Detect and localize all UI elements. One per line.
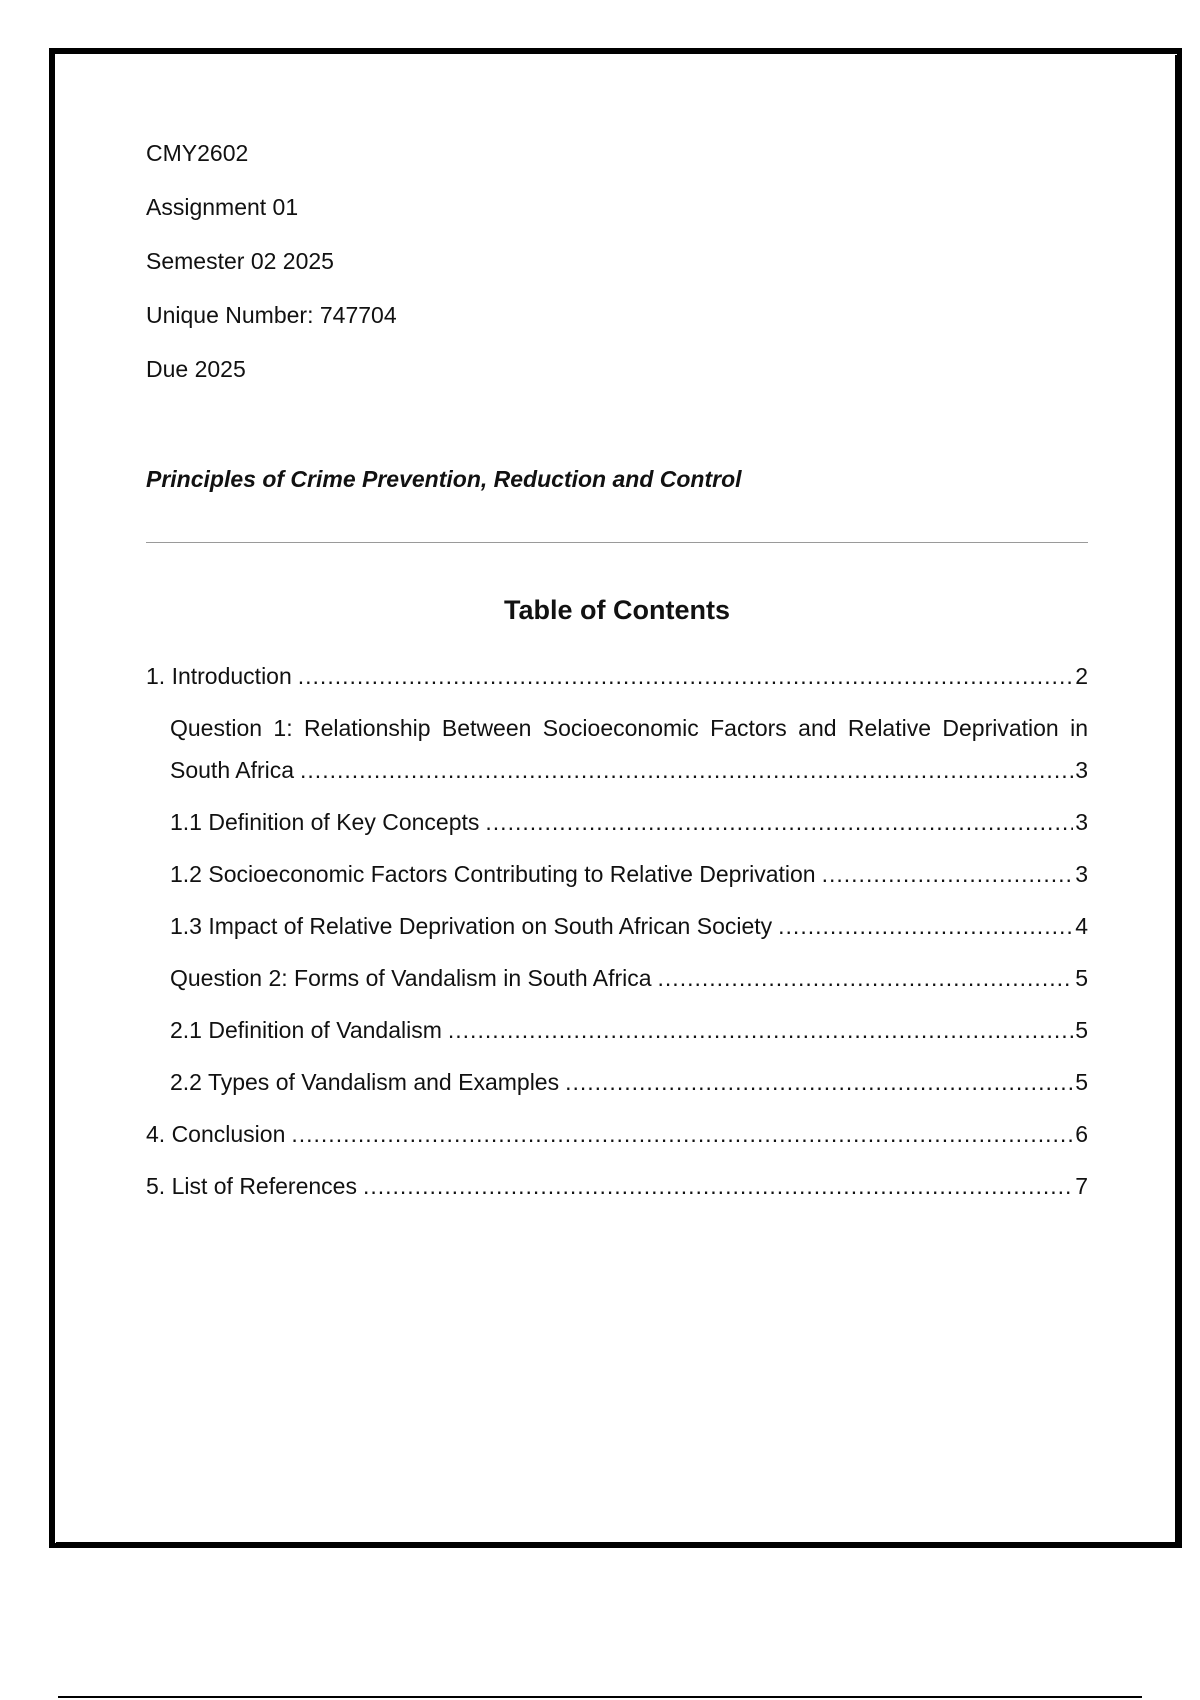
toc-entry-1-1[interactable] (146, 808, 1088, 836)
toc-entry-page: 7 (1075, 1173, 1088, 1199)
dot-leader (778, 912, 1073, 940)
toc-entry-question-1[interactable] (146, 714, 1088, 784)
toc-entry-label: 1.1 Definition of Key Concepts (170, 809, 480, 835)
document-title: Principles of Crime Prevention, Reduction and Control (146, 466, 742, 492)
due-date: Due 2025 (146, 356, 246, 382)
semester: Semester 02 2025 (146, 248, 334, 274)
toc-entry-label: 1. Introduction (146, 663, 292, 689)
toc-entry-page: 5 (1075, 1017, 1088, 1043)
toc-entry-page: 3 (1075, 757, 1088, 783)
toc-entry-page: 6 (1075, 1121, 1088, 1147)
toc-entry-page: 2 (1075, 663, 1088, 689)
toc-entry-label: 1.2 Socioeconomic Factors Contributing to Relative Deprivation (170, 861, 816, 887)
course-code: CMY2602 (146, 140, 249, 166)
toc-entry-page: 4 (1075, 913, 1088, 939)
toc-entry-label: 4. Conclusion (146, 1121, 286, 1147)
horizontal-divider (146, 542, 1088, 543)
toc-entry-page: 5 (1075, 965, 1088, 991)
dot-leader (298, 662, 1073, 690)
cover-page-content (146, 140, 1088, 1199)
unique-number: Unique Number: 747704 (146, 302, 397, 328)
toc-heading: Table of Contents (504, 595, 730, 625)
toc-entry-references[interactable] (146, 1172, 1088, 1200)
dot-leader (363, 1172, 1073, 1200)
footer-divider (58, 1696, 1142, 1698)
toc-entry-2-1[interactable] (146, 1016, 1088, 1044)
toc-entry-label: 2.1 Definition of Vandalism (170, 1017, 442, 1043)
toc-entry-conclusion[interactable] (146, 1120, 1088, 1148)
dot-leader (300, 756, 1073, 784)
toc-entry-page: 5 (1075, 1069, 1088, 1095)
toc-entry-1-3[interactable] (146, 912, 1088, 940)
toc-entry-1-2[interactable] (146, 860, 1088, 888)
toc-entry-page: 3 (1075, 809, 1088, 835)
dot-leader (291, 1120, 1073, 1148)
table-of-contents (146, 662, 1088, 1224)
toc-entry-label: 5. List of References (146, 1173, 357, 1199)
toc-entry-2-2[interactable] (146, 1068, 1088, 1096)
dot-leader (485, 808, 1073, 836)
dot-leader (448, 1016, 1073, 1044)
toc-entry-question-2[interactable] (146, 964, 1088, 992)
dot-leader (658, 964, 1074, 992)
toc-entry-label-line-1: Question 1: Relationship Between Socioeconomic Factors and Relative Deprivation in (170, 715, 1088, 741)
toc-entry-label: 2.2 Types of Vandalism and Examples (170, 1069, 560, 1095)
assignment-number: Assignment 01 (146, 194, 299, 220)
toc-entry-label: 1.3 Impact of Relative Deprivation on South African Society (170, 913, 773, 939)
toc-entry-introduction[interactable] (146, 662, 1088, 690)
toc-entry-label: Question 2: Forms of Vandalism in South Africa (170, 965, 652, 991)
toc-entry-page: 3 (1075, 861, 1088, 887)
dot-leader (565, 1068, 1073, 1096)
toc-entry-label-line-2: South Africa (170, 757, 295, 783)
dot-leader (822, 860, 1074, 888)
